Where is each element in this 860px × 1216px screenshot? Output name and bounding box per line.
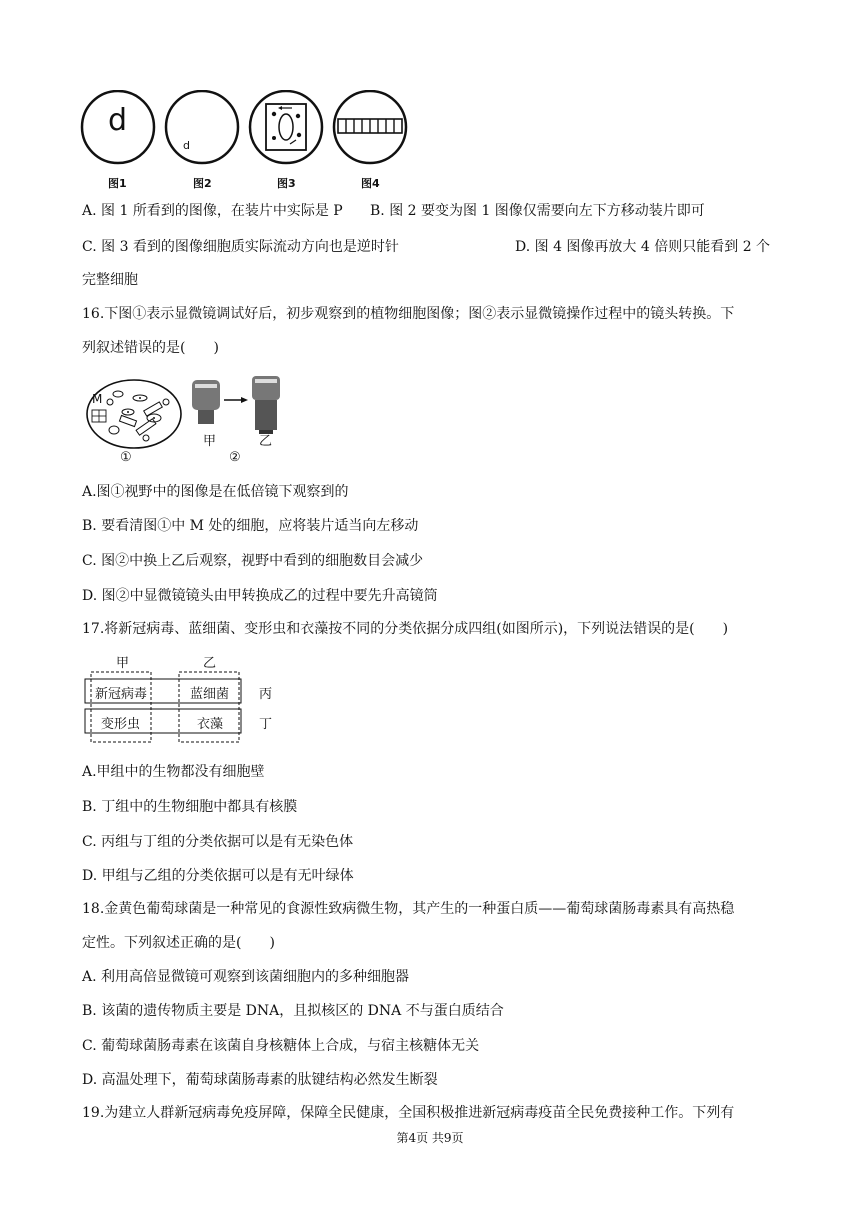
- q17-option-d: D. 甲组与乙组的分类依据可以是有无叶绿体: [82, 868, 354, 884]
- q16-option-b: B. 要看清图①中 M 处的细胞，应将装片适当向左移动: [82, 518, 419, 534]
- q17-col-jia: 甲: [116, 656, 130, 671]
- q16-option-d: D. 图②中显微镜镜头由甲转换成乙的过程中要先升高镜筒: [82, 588, 438, 604]
- q17-option-b: B. 丁组中的生物细胞中都具有核膜: [82, 799, 298, 815]
- q17-cell-chlamy: 衣藻: [197, 717, 224, 732]
- q16-stem-cont: 列叙述错误的是( ): [82, 340, 219, 356]
- q19-stem: 19.为建立人群新冠病毒免疫屏障，保障全民健康，全国积极推进新冠病毒疫苗全民免费接种工作。下列有: [82, 1105, 735, 1121]
- q18-option-d: D. 高温处理下，葡萄球菌肠毒素的肽键结构必然发生断裂: [82, 1072, 438, 1088]
- q15-option-c: C. 图 3 看到的图像细胞质实际流动方向也是逆时针: [82, 239, 399, 255]
- q16-fig-yi-label: 乙: [259, 434, 273, 449]
- q17-row-ding: 丁: [259, 717, 273, 732]
- q16-fig-jia-label: 甲: [203, 434, 217, 449]
- q17-cell-virus: 新冠病毒: [95, 687, 148, 702]
- fig3-caption: 图3: [277, 177, 296, 190]
- fig1-letter: d: [108, 103, 128, 138]
- q18-stem: 18.金黄色葡萄球菌是一种常见的食源性致病微生物，其产生的一种蛋白质——葡萄球菌肠毒素具有高热稳: [82, 901, 735, 917]
- q15-option-d-cont: 完整细胞: [82, 272, 138, 288]
- q16-option-c: C. 图②中换上乙后观察，视野中看到的细胞数目会减少: [82, 553, 424, 569]
- q15-option-a: A. 图 1 所看到的图像，在装片中实际是 P: [82, 203, 343, 219]
- q17-col-yi: 乙: [203, 656, 217, 671]
- q15-option-b: B. 图 2 要变为图 1 图像仅需要向左下方移动装片即可: [370, 203, 705, 219]
- q17-stem: 17.将新冠病毒、蓝细菌、变形虫和衣藻按不同的分类依据分成四组(如图所示)，下列说法错误的是( ): [82, 621, 729, 637]
- q16-fig-m-label: M: [92, 392, 103, 406]
- page-footer: 第4页 共9页: [396, 1131, 464, 1145]
- fig4-caption: 图4: [361, 177, 380, 190]
- q18-option-a: A. 利用高倍显微镜可观察到该菌细胞内的多种细胞器: [82, 969, 410, 985]
- fig1-caption: 图1: [108, 177, 127, 190]
- q17-row-bing: 丙: [259, 687, 273, 702]
- q17-cell-amoeba: 变形虫: [101, 717, 141, 732]
- q16-figure: [84, 372, 294, 472]
- q16-option-a: A.图①视野中的图像是在低倍镜下观察到的: [82, 484, 349, 500]
- q18-option-c: C. 葡萄球菌肠毒素在该菌自身核糖体上合成，与宿主核糖体无关: [82, 1038, 480, 1054]
- q17-option-a: A.甲组中的生物都没有细胞壁: [82, 764, 265, 780]
- q17-cell-cyano: 蓝细菌: [190, 687, 230, 702]
- q18-stem-cont: 定性。下列叙述正确的是( ): [82, 935, 275, 951]
- q15-option-d: D. 图 4 图像再放大 4 倍则只能看到 2 个: [515, 239, 771, 255]
- q16-fig-num1: ①: [120, 450, 132, 465]
- q16-fig-num2: ②: [229, 450, 241, 465]
- q18-option-b: B. 该菌的遗传物质主要是 DNA，且拟核区的 DNA 不与蛋白质结合: [82, 1003, 504, 1019]
- fig2-letter: d: [183, 139, 190, 152]
- q17-option-c: C. 丙组与丁组的分类依据可以是有无染色体: [82, 834, 354, 850]
- fig2-caption: 图2: [193, 177, 212, 190]
- q16-stem: 16.下图①表示显微镜调试好后，初步观察到的植物细胞图像；图②表示显微镜操作过程中的镜头转换。下: [82, 306, 735, 322]
